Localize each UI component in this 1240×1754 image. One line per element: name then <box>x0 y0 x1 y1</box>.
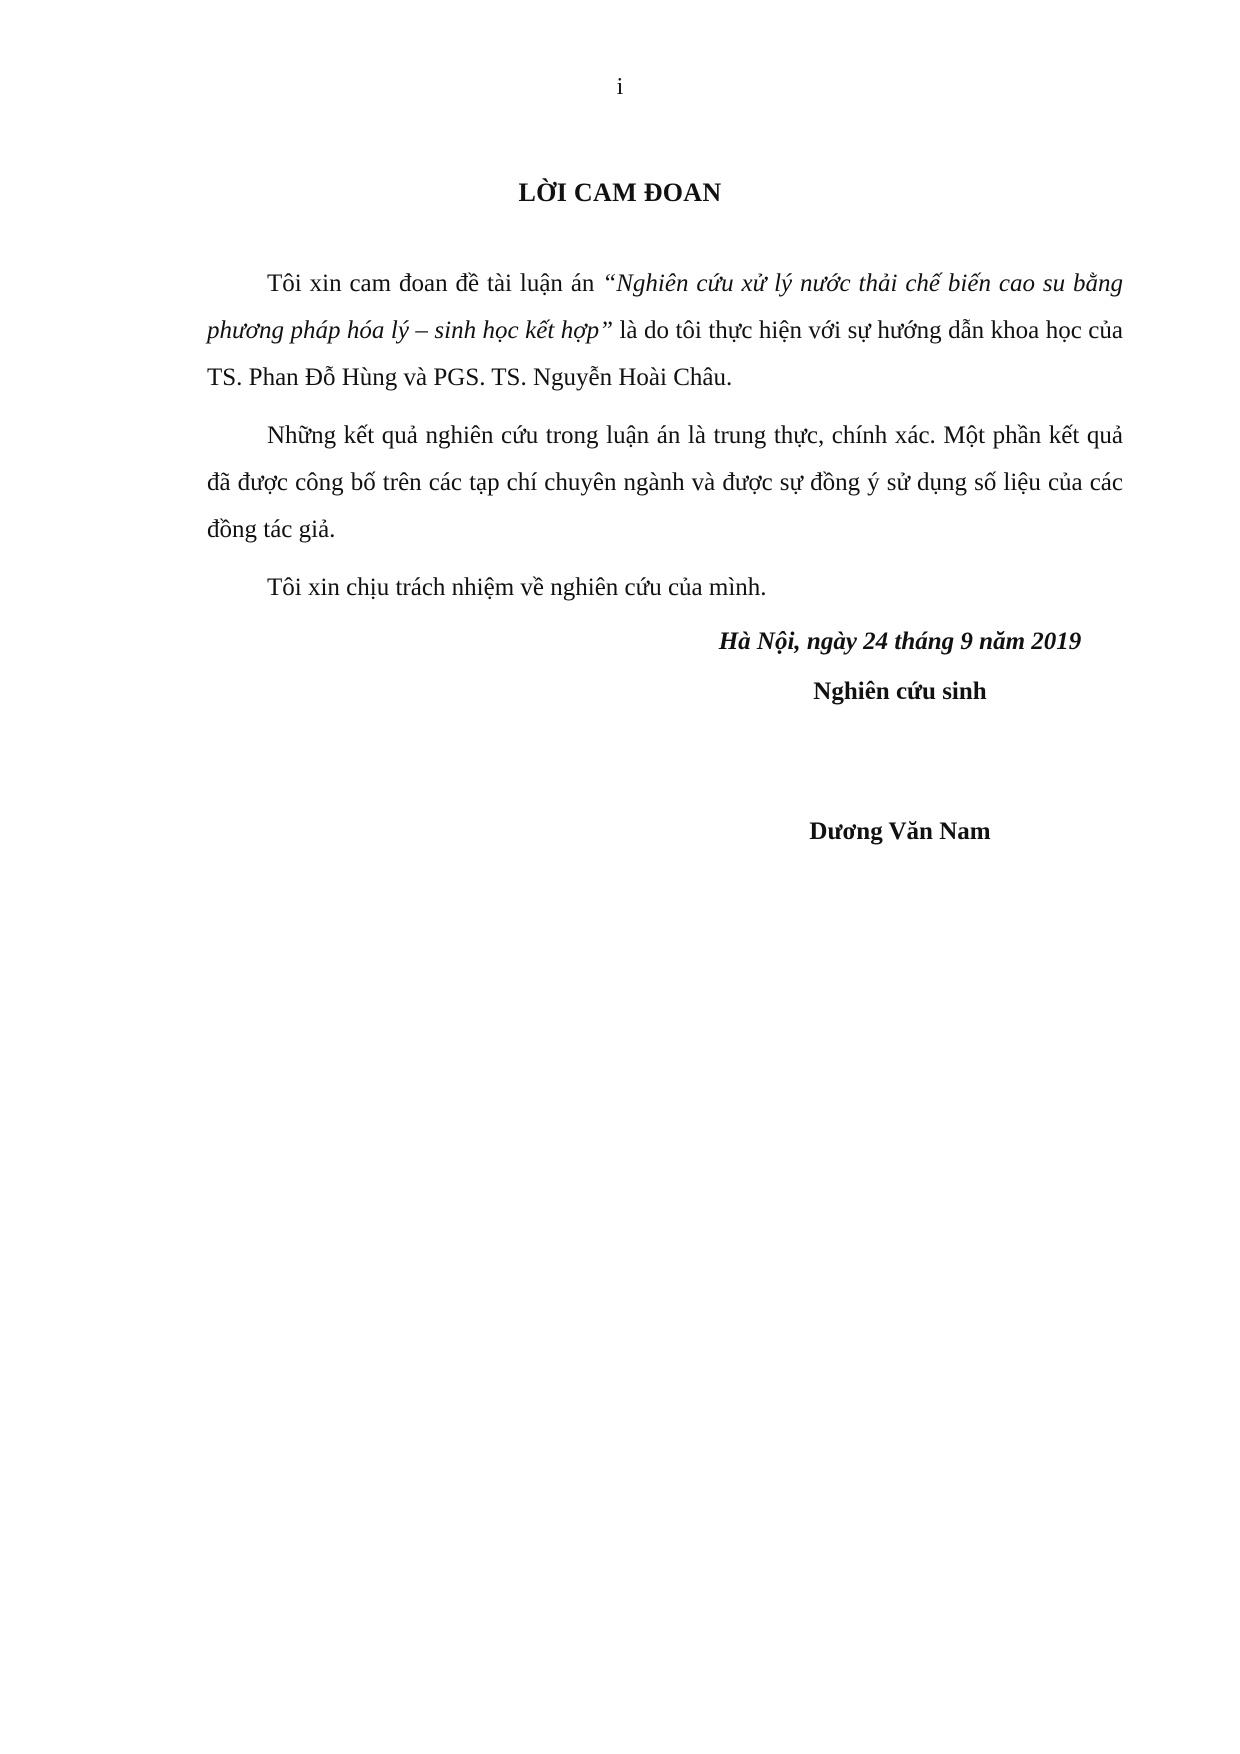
page-title: LỜI CAM ĐOAN <box>518 178 722 207</box>
thesis-title: “Nghiên cứu xử lý nước thải chế biến cao su bằng phương pháp hóa lý – sinh học kết hợp” <box>207 270 1123 344</box>
declaration-intro: Tôi xin cam đoan đề tài luận án <box>267 270 603 297</box>
signature-role: Nghiên cứu sinh <box>813 678 987 705</box>
page-number: i <box>616 74 624 100</box>
signature-place-date: Hà Nội, ngày 24 tháng 9 năm 2019 <box>718 628 1082 655</box>
declaration-rest: là do tôi thực hiện với sự hướng dẫn khoa học của TS. Phan Đỗ Hùng và PGS. TS. Nguyễn Hoài Châu. <box>207 317 1123 391</box>
paragraph-responsibility <box>207 564 1123 624</box>
results-text: Những kết quả nghiên cứu trong luận án là trung thực, chính xác. Một phần kết quả đã được công bố trên các tạp chí chuyên ngành và được sự đồng ý sử dụng số liệu của các đồng tác giả. <box>207 422 1123 543</box>
responsibility-text: Tôi xin chịu trách nhiệm về nghiên cứu của mình. <box>267 574 767 601</box>
paragraph-results <box>207 412 1123 566</box>
paragraph-declaration <box>207 260 1123 414</box>
signature-name: Dương Văn Nam <box>809 818 991 845</box>
